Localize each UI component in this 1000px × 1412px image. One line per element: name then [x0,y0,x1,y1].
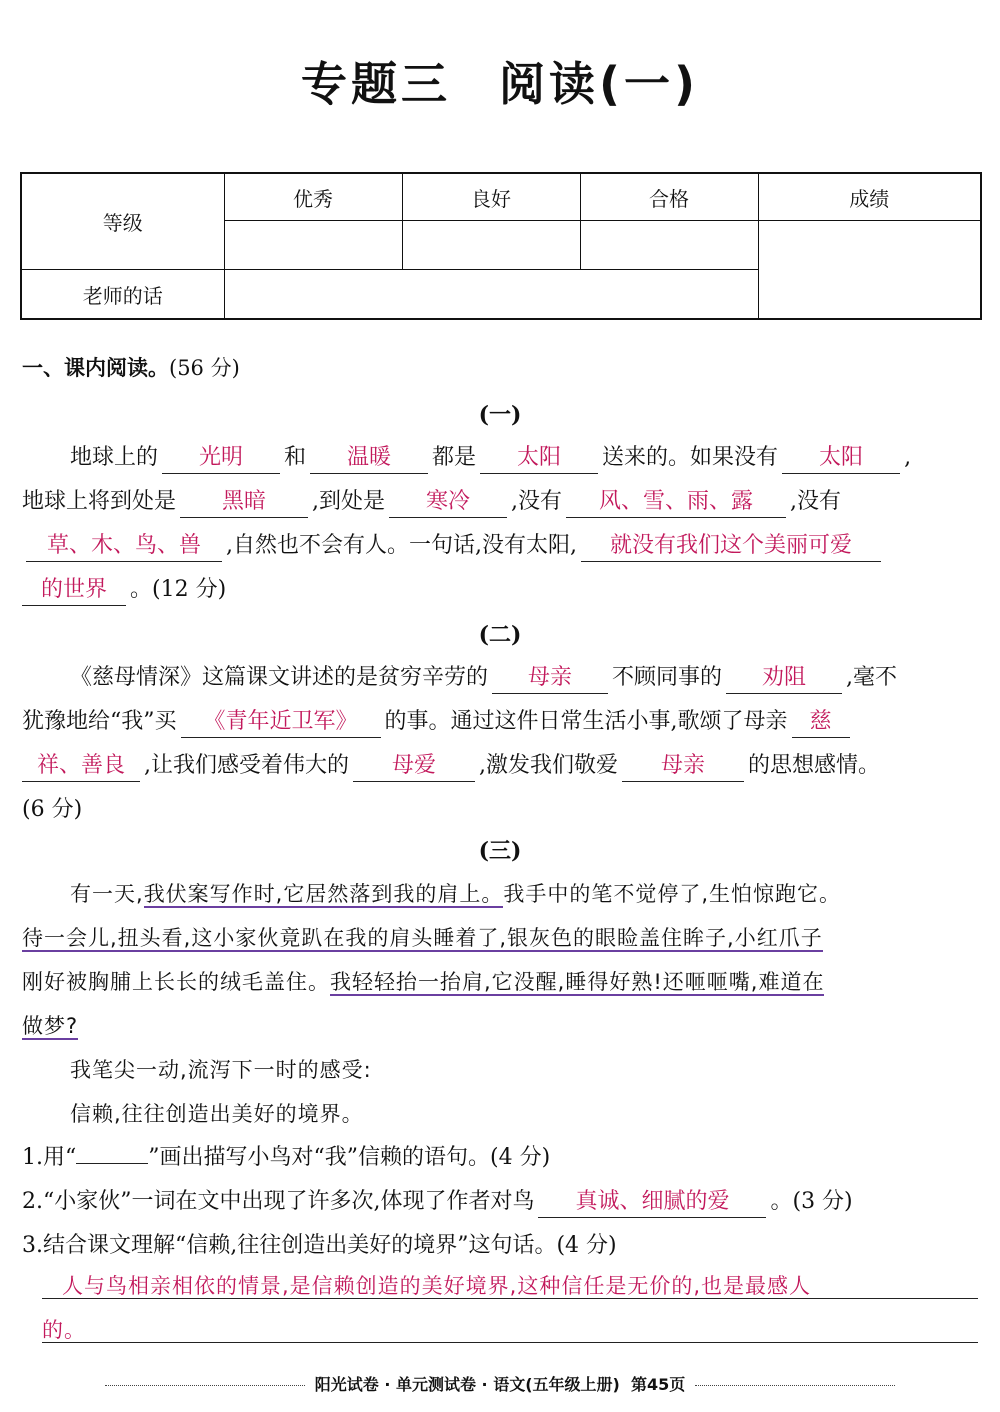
answer-blank[interactable]: 母亲 [492,663,608,694]
answer-blank[interactable]: 太阳 [480,443,598,474]
answer-blank[interactable]: 劝阻 [726,663,842,694]
teacher-comment-label: 老师的话 [21,270,224,320]
part3-line5: 我笔尖一动,流泻下一时的感受: [70,1058,372,1082]
page-title [0,48,1000,114]
question-3: 3.结合课文理解“信赖,往往创造出美好的境界”这句话。(4 分) [22,1233,617,1258]
answer-blank[interactable]: 母爱 [353,751,475,782]
answer-line[interactable] [42,1342,978,1343]
answer-blank[interactable]: 草、木、鸟、兽 [26,531,222,562]
answer-blank[interactable]: 母亲 [622,751,744,782]
question-2: 2.“小家伙”一词在文中出现了许多次,体现了作者对鸟 真诚、细腻的爱 。(3 分) [22,1184,853,1218]
grade-excellent-cell [224,221,402,270]
underlined-sentence: 我轻轻抬一抬肩,它没醒,睡得好熟!还咂咂嘴,难道在 [330,970,825,994]
section-heading: 一、课内阅读。(56 分) [22,356,240,380]
grade-good: 良好 [402,173,580,221]
part1-line2: 地球上将到处是 黑暗 ,到处是 寒冷 ,没有 风、雪、雨、露 ,没有 [22,484,841,518]
part2-line2: 犹豫地给“我”买 《青年近卫军》 的事。通过这件日常生活小事,歌颂了母亲 慈 [22,704,854,738]
grade-label: 等级 [21,173,224,270]
part2-line3: 祥、善良 ,让我们感受着伟大的 母爱 ,激发我们敬爱 母亲 的思想感情。 [22,748,880,782]
answer-blank[interactable]: 《青年近卫军》 [181,707,381,738]
page-number: 第45页 [630,1375,686,1394]
answer-blank[interactable]: 温暖 [310,443,428,474]
underlined-sentence: 待一会儿,扭头看,这小家伙竟趴在我的肩头睡着了,银灰色的眼睑盖住眸子,小红爪子 [22,926,823,950]
grade-pass-cell [580,221,758,270]
answer-blank[interactable]: 祥、善良 [22,751,140,782]
answer-blank[interactable]: 太阳 [782,443,900,474]
question-3-answer-end: 的。 [42,1318,86,1342]
grade-pass: 合格 [580,173,758,221]
teacher-comment-cell [224,270,758,320]
answer-blank[interactable]: 风、雪、雨、露 [566,487,786,518]
part1-line3: 草、木、鸟、兽 ,自然也不会有人。一句话,没有太阳, 就没有我们这个美丽可爱 [22,528,885,562]
part1-line1: 地球上的 光明 和 温暖 都是 太阳 送来的。如果没有 太阳 , [22,440,911,474]
question-1: 1.用“ ”画出描写小鸟对“我”信赖的语句。(4 分) [22,1145,551,1170]
answer-blank[interactable]: 寒冷 [389,487,507,518]
part2-line1: 《慈母情深》这篇课文讲述的是贫穷辛劳的 母亲 不顾同事的 劝阻 ,毫不 [22,660,897,694]
part3-line1: 有一天,我伏案写作时,它居然落到我的肩上。我手中的笔不觉停了,生怕惊跑它。 [70,882,842,906]
answer-blank[interactable]: 慈 [792,707,850,738]
grade-excellent: 优秀 [224,173,402,221]
answer-blank[interactable]: 就没有我们这个美丽可爱 [581,531,881,562]
answer-blank[interactable]: 光明 [162,443,280,474]
part1-heading: (一) [478,402,522,428]
part3-line2 [22,922,823,952]
title-part1: 专题三 [300,57,451,111]
title-part2: 阅读(一) [498,57,700,111]
part2-line4: (6 分) [22,797,83,822]
part1-line4: 的世界 。(12 分) [22,572,226,606]
answer-blank[interactable]: 黑暗 [180,487,308,518]
answer-blank[interactable]: 真诚、细腻的爱 [538,1187,766,1218]
part2-heading: (二) [478,622,522,648]
score-cell [758,221,981,320]
grade-table [20,172,982,320]
answer-blank[interactable]: 的世界 [22,575,126,606]
underlined-sentence: 我伏案写作时,它居然落到我的肩上。 [143,882,504,906]
footer-text: 阳光试卷 · 单元测试卷 · 语文(五年级上册) [314,1375,620,1394]
footer [30,1372,970,1395]
score-label: 成绩 [758,173,981,221]
underline-sample [76,1143,148,1164]
part3-heading: (三) [478,838,522,864]
part3-line3: 刚好被胸脯上长长的绒毛盖住。我轻轻抬一抬肩,它没醒,睡得好熟!还咂咂嘴,难道在 [22,970,825,994]
grade-good-cell [402,221,580,270]
part3-line6: 信赖,往往创造出美好的境界。 [70,1102,364,1126]
question-3-answer: 人与鸟相亲相依的情景,是信赖创造的美好境界,这种信任是无价的,也是最感人 [62,1274,812,1298]
underlined-sentence: 做梦? [22,1014,79,1038]
part3-line4 [22,1010,78,1040]
